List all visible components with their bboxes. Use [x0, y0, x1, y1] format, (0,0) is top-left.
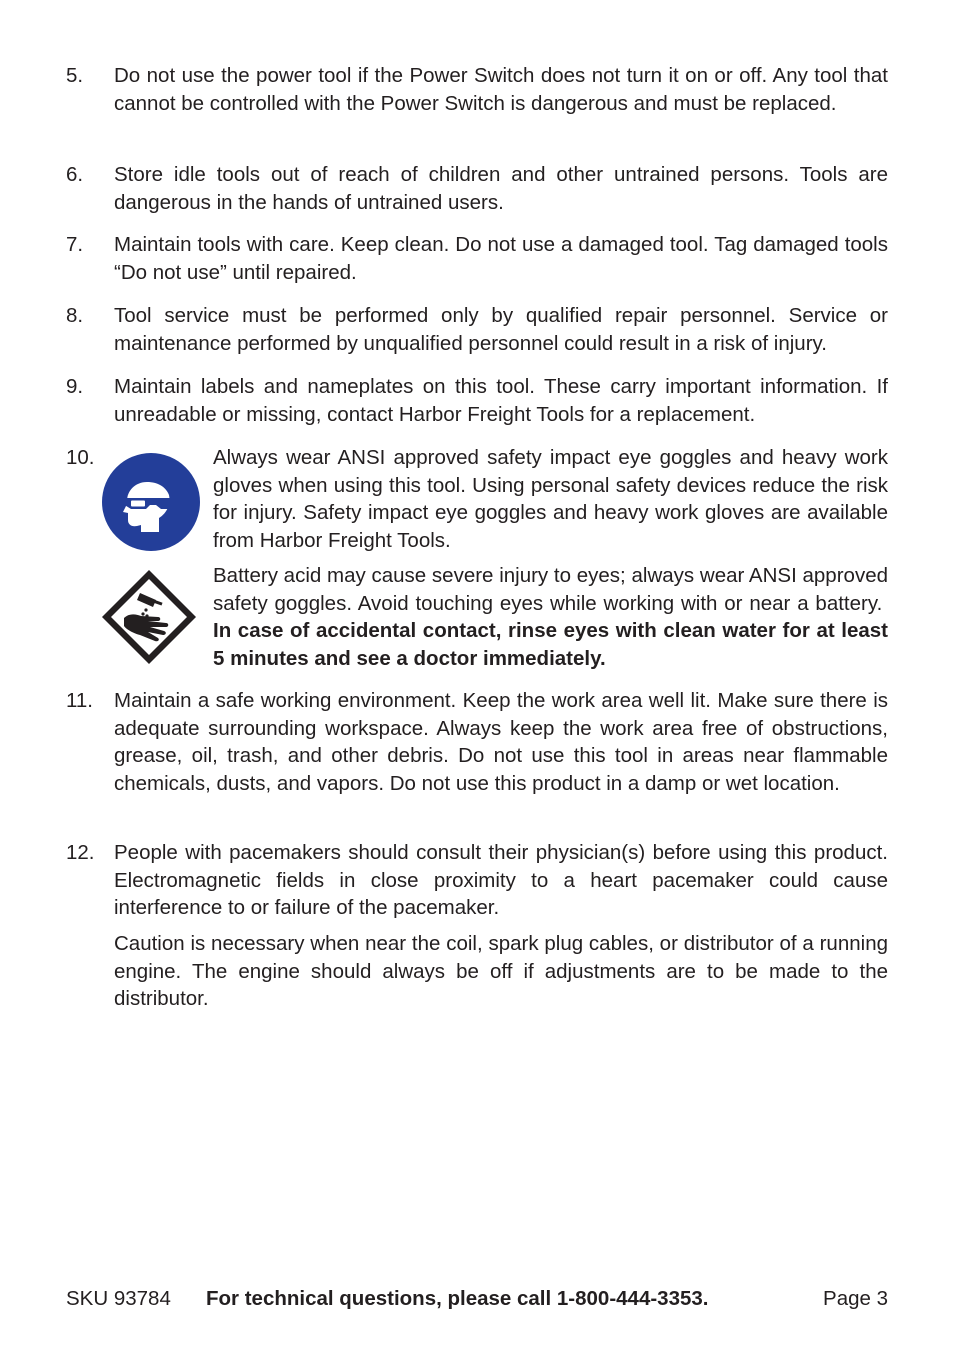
item-text: Tool service must be performed only by qualified repair personnel. Service or maintenance performed by unqualified personnel could result in a risk of injury. [114, 304, 888, 355]
caution-text: Caution is necessary when near the coil, spark plug cables, or distributor of a running engine. The engine should always be off if adjustments are to be made to the distributor. [114, 932, 888, 1010]
item-text: Do not use the power tool if the Power Switch does not turn it on or off. Any tool that cannot be controlled with the Power Switch is dangerous and must be replaced. [114, 64, 888, 115]
item-text: Maintain tools with care. Keep clean. Do not use a damaged tool. Tag damaged tools “Do not use” until repaired. [114, 233, 888, 284]
corrosive-hazard-icon [100, 568, 198, 666]
eye-protection-icon [101, 452, 201, 552]
item-number: 11. [66, 689, 93, 712]
item-number: 12. [66, 841, 95, 864]
item-number: 10. [66, 446, 95, 469]
item-number: 9. [66, 375, 84, 398]
item-number: 6. [66, 163, 84, 186]
item-text: People with pacemakers should consult their physician(s) before using this product. Electromagnetic fields in close proximity to a heart pacemaker could cause interference to or failure of the pacemaker. [114, 841, 888, 919]
item-text: Maintain labels and nameplates on this tool. These carry important information. If unreadable or missing, contact Harbor Freight Tools for a replacement. [114, 375, 888, 426]
item-text: Store idle tools out of reach of children and other untrained persons. Tools are dangerous in the hands of untrained users. [114, 163, 888, 214]
footer-sku: SKU 93784 [66, 1287, 171, 1310]
footer-tech-support: For technical questions, please call 1-800-444-3353. [206, 1287, 709, 1310]
footer-page-number: Page 3 [823, 1287, 888, 1310]
item-number: 5. [66, 64, 84, 87]
item-text: Maintain a safe working environment. Keep the work area well lit. Make sure there is adequate surrounding workspace. Always keep the work area free of obstructions, grease, oil, trash, and other debris. Do not use this tool in areas near flammable chemicals, dusts, and vapors. Do not use this product in a damp or wet location. [114, 689, 888, 795]
page-footer [66, 1285, 888, 1313]
item-text: Always wear ANSI approved safety impact eye goggles and heavy work gloves when using this tool. Using personal safety devices reduce the risk for injury. Safety impact eye goggles and heavy work gloves are available from Harbor Freight Tools. [213, 446, 888, 552]
item-number: 7. [66, 233, 84, 256]
battery-warning-bold: In case of accidental contact, rinse eyes with clean water for at least 5 minutes and see a doctor immediately. [213, 619, 888, 670]
battery-warning-text: Battery acid may cause severe injury to eyes; always wear ANSI approved safety goggles. Avoid touching eyes while working with or near a battery. [213, 564, 888, 615]
item-number: 8. [66, 304, 84, 327]
